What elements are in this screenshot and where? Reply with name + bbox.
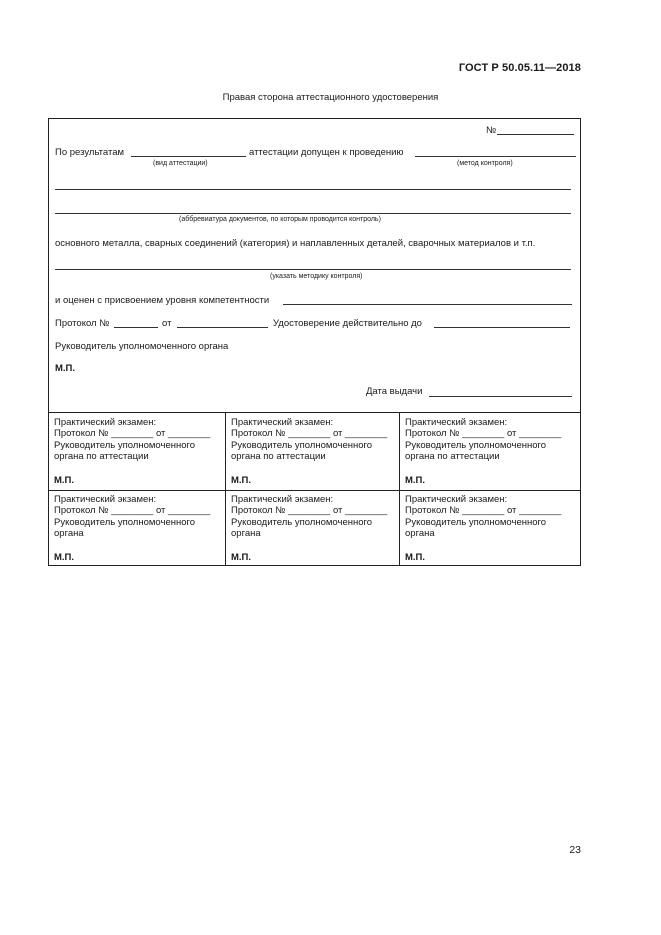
protocol-number-field[interactable] (114, 327, 158, 328)
exam-stamp: М.П. (405, 552, 426, 563)
exam-protocol: Протокол № ________ от ________ (231, 505, 388, 517)
exam-org: органа (405, 528, 435, 540)
protocol-from-label: от (162, 318, 172, 329)
exam-protocol: Протокол № ________ от ________ (405, 505, 562, 517)
number-field[interactable] (497, 134, 574, 135)
exam-head: Руководитель уполномоченного (231, 439, 373, 451)
grid-divider-top (49, 412, 580, 413)
exam-cell (405, 417, 561, 463)
method-field[interactable] (415, 156, 576, 157)
exam-head: Руководитель уполномоченного (54, 516, 196, 528)
exam-head: Руководитель уполномоченного (405, 439, 547, 451)
competence-label: и оценен с присвоением уровня компетентности (55, 295, 270, 306)
grid-column-divider-2 (399, 412, 400, 565)
number-label: № (486, 125, 497, 136)
stamp-label: М.П. (55, 363, 76, 374)
exam-org: органа (231, 528, 261, 540)
materials-text: основного металла, сварных соединений (категория) и наплавленных деталей, сварочных материалов и т.п. (55, 238, 536, 249)
exam-protocol: Протокол № ________ от ________ (231, 428, 388, 440)
exam-stamp: М.П. (231, 475, 252, 486)
valid-until-label: Удостоверение действительно до (273, 318, 422, 329)
documents-hint: (аббревиатура документов, по которым проводится контроль) (179, 216, 381, 223)
protocol-label: Протокол № (55, 318, 110, 329)
method-spec-field[interactable] (55, 269, 571, 270)
page-number: 23 (569, 844, 581, 856)
documents-field-1[interactable] (55, 189, 571, 190)
issue-date-label: Дата выдачи (366, 386, 423, 397)
exam-cell (231, 417, 387, 463)
exam-label: Практический экзамен: (231, 417, 334, 428)
exam-cell (54, 494, 210, 540)
exam-head: Руководитель уполномоченного (231, 516, 373, 528)
exam-stamp: М.П. (405, 475, 426, 486)
valid-until-field[interactable] (434, 327, 570, 328)
attestation-type-hint: (вид аттестации) (153, 160, 208, 167)
exam-label: Практический экзамен: (405, 494, 508, 505)
grid-divider-middle (49, 490, 580, 491)
exam-head: Руководитель уполномоченного (54, 439, 196, 451)
exam-label: Практический экзамен: (54, 417, 157, 428)
grid-column-divider-1 (225, 412, 226, 565)
exam-protocol: Протокол № ________ от ________ (54, 428, 211, 440)
document-code: ГОСТ Р 50.05.11—2018 (458, 62, 581, 74)
attestation-type-field[interactable] (131, 156, 246, 157)
exam-stamp: М.П. (54, 552, 75, 563)
exam-protocol: Протокол № ________ от ________ (405, 428, 562, 440)
exam-org: органа по аттестации (54, 451, 149, 463)
method-spec-hint: (указать методику контроля) (270, 273, 363, 280)
exam-cell (54, 417, 210, 463)
exam-stamp: М.П. (54, 475, 75, 486)
certificate-caption: Правая сторона аттестационного удостоверения (222, 92, 439, 103)
exam-label: Практический экзамен: (54, 494, 157, 505)
exam-stamp: М.П. (231, 552, 252, 563)
documents-field-2[interactable] (55, 213, 571, 214)
exam-label: Практический экзамен: (405, 417, 508, 428)
exam-head: Руководитель уполномоченного (405, 516, 547, 528)
exam-cell (231, 494, 387, 540)
exam-org: органа по аттестации (231, 451, 326, 463)
admitted-label: аттестации допущен к проведению (249, 147, 404, 158)
exam-protocol: Протокол № ________ от ________ (54, 505, 211, 517)
head-label: Руководитель уполномоченного органа (55, 341, 229, 352)
issue-date-field[interactable] (429, 396, 572, 397)
competence-field[interactable] (283, 304, 572, 305)
certificate-box (48, 118, 581, 566)
protocol-date-field[interactable] (177, 327, 268, 328)
results-label: По результатам (55, 147, 125, 158)
method-hint: (метод контроля) (457, 160, 513, 167)
exam-cell (405, 494, 561, 540)
exam-label: Практический экзамен: (231, 494, 334, 505)
exam-org: органа по аттестации (405, 451, 500, 463)
exam-org: органа (54, 528, 84, 540)
